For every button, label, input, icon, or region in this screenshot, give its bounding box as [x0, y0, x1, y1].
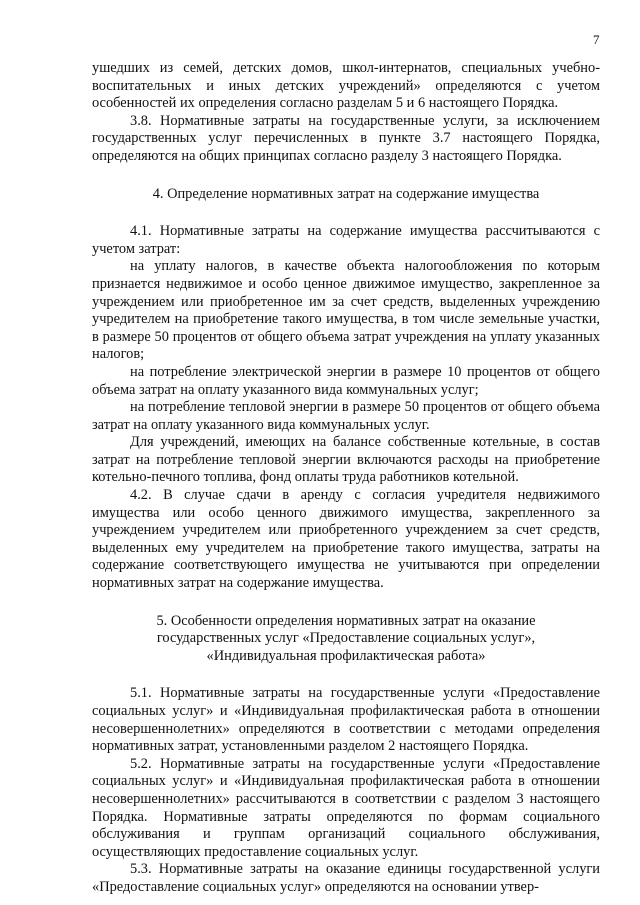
section-heading-line: 5. Особенности определения нормативных затрат на оказание — [156, 612, 536, 629]
paragraph: 5.3. Нормативные затраты на оказание единицы государственной услуги «Предоставление социальных услуг» определяются на основании утвер- — [92, 861, 600, 895]
paragraph: на уплату налогов, в качестве объекта налогообложения по которым признается недвижимое и особо ценное движимое имущество, закрепленное за учреждением или приобретенное им за счет средств, выделенных учреждению учредителем на приобретение такого имущества, в том числе земельные участки, в размере 50 процентов от общего объема затрат учреждения на уплату указанных налогов; — [92, 258, 600, 363]
section-heading-line: государственных услуг «Предоставление социальных услуг», — [156, 630, 536, 647]
paragraph: 5.2. Нормативные затраты на государственные услуги «Предоставление социальных услуг» и «Индивидуальная профилактическая работа в отношении несовершеннолетних» рассчитываются в соответствии с разделом 3 настоящего Порядка. Нормативные затраты определяются по формам социального обслуживания и группам организаций социального обслуживания, осуществляющих предоставление социальных услуг. — [92, 755, 600, 860]
section-heading: 4. Определение нормативных затрат на содержание имущества — [152, 185, 540, 202]
paragraph: 3.8. Нормативные затраты на государственные услуги, за исключением государственных услуг перечисленных в пункте 3.7 настоящего Порядка, определяются на общих принципах согласно разделу 3 настоящего Порядка. — [92, 112, 600, 164]
paragraph: 5.1. Нормативные затраты на государственные услуги «Предоставление социальных услуг» и «Индивидуальная профилактическая работа в отношении несовершеннолетних» определяются в соответствии с методами определения нормативных затрат, установленными разделом 2 настоящего Порядка. — [92, 685, 600, 755]
paragraph: на потребление электрической энергии в размере 10 процентов от общего объема затрат на оплату указанного вида коммунальных услуг; — [92, 363, 600, 398]
section-heading-line: «Индивидуальная профилактическая работа» — [206, 647, 486, 664]
paragraph: ушедших из семей, детских домов, школ-интернатов, специальных учебно-воспитательных и иных детских учреждений» определяются с учетом особенностей их определения согласно разделам 5 и 6 настоящего Порядка. — [92, 60, 600, 112]
page-number: 7 — [593, 32, 600, 47]
paragraph: Для учреждений, имеющих на балансе собственные котельные, в состав затрат на потребление тепловой энергии включаются расходы на приобретение котельно-печного топлива, фонд оплаты труда работников котельной. — [92, 434, 600, 486]
section-heading — [92, 613, 600, 666]
paragraph: 4.2. В случае сдачи в аренду с согласия учредителя недвижимого имущества или особо ценного движимого имущества, закрепленного за учреждением учредителем или приобретенного учреждением за счет средств, выделенных ему учредителем на приобретение такого имущества, затраты на содержание соответствующего имущества не учитываются при определении нормативных затрат на содержание имущества. — [92, 487, 600, 592]
paragraph: 4.1. Нормативные затраты на содержание имущества рассчитываются с учетом затрат: — [92, 223, 600, 257]
document-body — [92, 60, 600, 897]
paragraph: на потребление тепловой энергии в размере 50 процентов от общего объема затрат на оплату указанного вида коммунальных услуг. — [92, 399, 600, 433]
